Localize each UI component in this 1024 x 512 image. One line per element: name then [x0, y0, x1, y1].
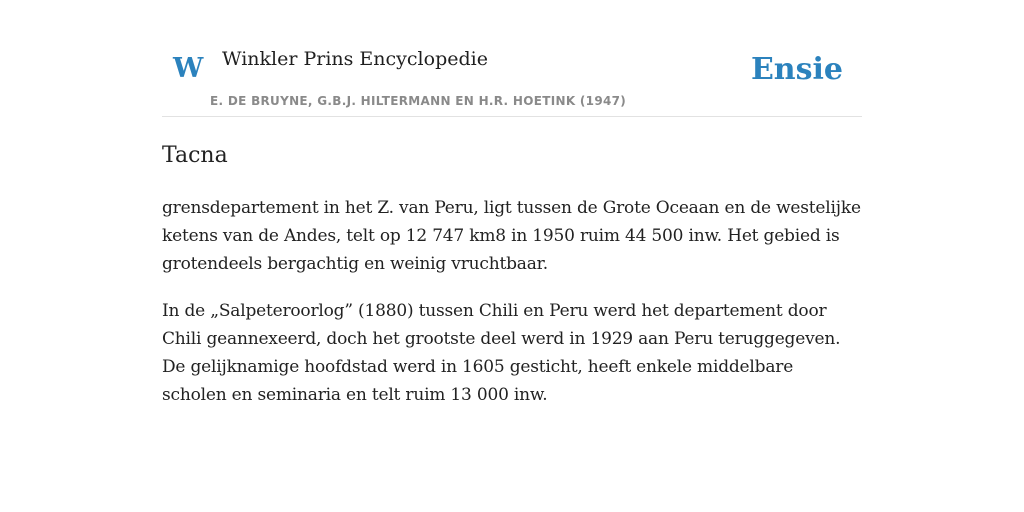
- entry-paragraph: In de „Salpeteroorlog” (1880) tussen Chili en Peru werd het departement door Chili geannexeerd, doch het grootste deel werd in 1929 aan Peru teruggegeven. De gelijknamige hoofdstad werd in 1605 gesticht, heeft enkele middelbare scholen en seminaria en telt ruim 13 000 inw.: [162, 301, 841, 405]
- entry-title: Tacna: [162, 143, 228, 168]
- source-header: [162, 0, 862, 117]
- encyclopedia-logo-icon[interactable]: W: [173, 53, 204, 84]
- page: [162, 0, 862, 409]
- source-title-link[interactable]: Winkler Prins Encyclopedie: [222, 48, 488, 70]
- source-authors: E. DE BRUYNE, G.B.J. HILTERMANN EN H.R. HOETINK (1947): [210, 94, 627, 108]
- entry-paragraph: grensdepartement in het Z. van Peru, ligt tussen de Grote Oceaan en de westelijke ketens van de Andes, telt op 12 747 km8 in 1950 ruim 44 500 inw. Het gebied is grotendeels bergachtig en weinig vruchtbaar.: [162, 198, 861, 274]
- ensie-logo-link[interactable]: Ensie: [750, 52, 843, 87]
